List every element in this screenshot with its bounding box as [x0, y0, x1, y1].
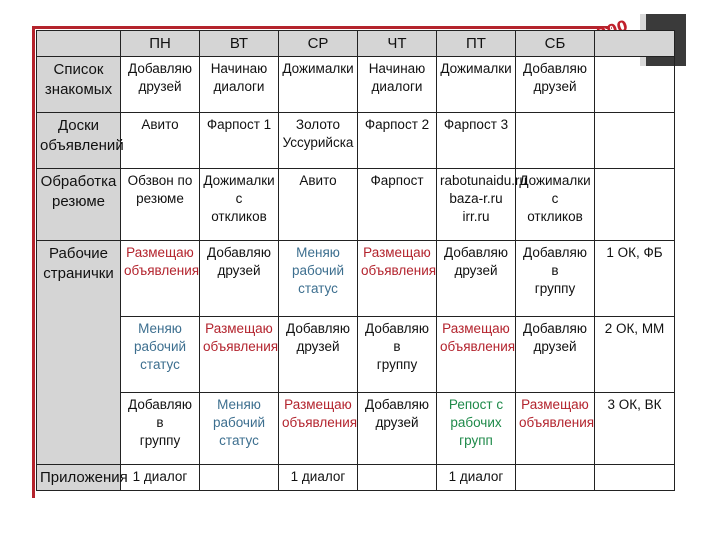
cell-text-line: рабочий [212, 414, 266, 430]
cell-text-line: статус [298, 280, 338, 296]
cell-text-line: объявлений [40, 136, 124, 154]
cell-text-line: Дожималки [282, 61, 354, 76]
header-corner [37, 31, 121, 57]
cell-text-line: Репост с [448, 397, 504, 412]
cell-text-line: Начинаю [368, 61, 426, 76]
weekly-schedule-table [36, 30, 675, 491]
header-sat: СБ [516, 31, 595, 57]
cell-text-line: Добавляю [523, 61, 587, 76]
cell-text-line: объявления [203, 338, 279, 354]
row-pages-2 [37, 317, 675, 393]
cell-text-line: Фарпост [370, 173, 424, 188]
cell-text-line: 1 диалог [290, 469, 346, 484]
cell-pages3-tue [200, 393, 279, 465]
cell-text-line: Фарпост 3 [443, 117, 509, 132]
cell-contacts-thu [358, 57, 437, 113]
cell-text-line: 2 ОК, ММ [604, 321, 665, 336]
cell-boards-wed [279, 113, 358, 169]
cell-text-line: друзей [217, 262, 261, 278]
cell-pages3-fri [437, 393, 516, 465]
cell-text-line: Меняю [217, 397, 261, 412]
row-contacts [37, 57, 675, 113]
cell-boards-extra [595, 113, 675, 169]
cell-text-line: групп [459, 432, 493, 448]
cell-text-line: друзей [138, 78, 182, 94]
cell-contacts-mon [121, 57, 200, 113]
header-fri: ПТ [437, 31, 516, 57]
cell-pages2-tue [200, 317, 279, 393]
cell-text-line: Размещаю [205, 321, 273, 336]
cell-text-line: друзей [533, 338, 577, 354]
cell-text-line: друзей [296, 338, 340, 354]
cell-pages2-mon [121, 317, 200, 393]
cell-pages3-extra [595, 393, 675, 465]
row-label-resumes [37, 169, 121, 241]
cell-text-line: диалоги [213, 78, 265, 94]
cell-text-line: Обработка [40, 173, 117, 190]
cell-apps-fri [437, 465, 516, 491]
cell-apps-mon [121, 465, 200, 491]
cell-text-line: группу [534, 280, 576, 296]
cell-text-line: диалоги [371, 78, 423, 94]
cell-pages1-mon [121, 241, 200, 317]
cell-text-line: Дожималки [440, 61, 512, 76]
cell-pages1-fri [437, 241, 516, 317]
cell-text-line: группу [376, 356, 418, 372]
cell-pages2-sat [516, 317, 595, 393]
left-accent-line [32, 26, 35, 498]
cell-text-line: резюме [136, 190, 184, 206]
cell-text-line: irr.ru [462, 208, 490, 224]
row-pages-1 [37, 241, 675, 317]
row-resumes [37, 169, 675, 241]
cell-text-line: Добавляю [207, 245, 271, 260]
cell-resumes-mon [121, 169, 200, 241]
cell-text-line: 1 диалог [132, 469, 188, 484]
row-label-boards [37, 113, 124, 169]
cell-pages2-extra [595, 317, 675, 393]
cell-text-line: Авито [141, 117, 179, 132]
header-row [37, 31, 675, 57]
cell-text-line: знакомых [44, 80, 113, 98]
cell-text-line: 1 диалог [448, 469, 504, 484]
header-extra [595, 31, 675, 57]
cell-text-line: друзей [454, 262, 498, 278]
cell-text-line: Размещаю [284, 397, 352, 412]
cell-resumes-thu [358, 169, 437, 241]
cell-pages2-wed [279, 317, 358, 393]
cell-text-line: объявления [124, 262, 200, 278]
cell-text-line: Добавляю [365, 397, 429, 412]
cell-text-line: Размещаю [442, 321, 510, 336]
cell-pages1-extra [595, 241, 675, 317]
row-label-pages [37, 241, 121, 465]
cell-text-line: Дожималки с [519, 173, 591, 206]
cell-text-line: объявления [282, 414, 358, 430]
top-accent-line [32, 26, 612, 29]
cell-resumes-extra [595, 169, 675, 241]
cell-text-line: Добавляю в [128, 397, 192, 430]
header-thu: ЧТ [358, 31, 437, 57]
cell-contacts-sat [516, 57, 595, 113]
cell-pages3-mon [121, 393, 200, 465]
cell-text-line: Фарпост 2 [364, 117, 430, 132]
cell-pages1-thu [358, 241, 437, 317]
cell-text-line: объявления [361, 262, 437, 278]
cell-text-line: рабочих [450, 414, 502, 430]
cell-text-line: Размещаю [521, 397, 589, 412]
cell-text-line: Обзвон по [127, 173, 193, 188]
cell-pages1-sat [516, 241, 595, 317]
cell-text-line: друзей [375, 414, 419, 430]
cell-text-line: 1 ОК, ФБ [606, 245, 663, 260]
cell-text-line: объявления [440, 338, 516, 354]
cell-pages2-thu [358, 317, 437, 393]
cell-text-line: рабочий [133, 338, 187, 354]
row-label-apps [37, 465, 128, 491]
cell-text-line: Фарпост 1 [206, 117, 272, 132]
cell-text-line: 3 ОК, ВК [607, 397, 662, 412]
cell-text-line: Размещаю [126, 245, 194, 260]
cell-pages2-fri [437, 317, 516, 393]
cell-text-line: статус [219, 432, 259, 448]
cell-text-line: Добавляю [286, 321, 350, 336]
cell-text-line: Доски [57, 117, 100, 134]
cell-text-line: baza-r.ru [449, 190, 503, 206]
cell-text-line: Меняю [138, 321, 182, 336]
cell-text-line: Список [53, 61, 104, 78]
cell-text-line: Уссурийска [282, 134, 354, 150]
cell-boards-tue [200, 113, 279, 169]
cell-text-line: Добавляю [128, 61, 192, 76]
cell-text-line: друзей [533, 78, 577, 94]
cell-text-line: Рабочие [49, 245, 108, 262]
cell-text-line: rabotunaidu.ru [440, 173, 528, 188]
cell-text-line: Добавляю [523, 321, 587, 336]
cell-boards-fri [437, 113, 516, 169]
cell-text-line: объявления [519, 414, 595, 430]
cell-pages1-tue [200, 241, 279, 317]
cell-text-line: Добавляю [444, 245, 508, 260]
cell-text-line: группу [139, 432, 181, 448]
cell-text-line: Приложения [40, 469, 128, 486]
row-pages-3 [37, 393, 675, 465]
cell-apps-extra [595, 465, 675, 491]
cell-resumes-wed [279, 169, 358, 241]
cell-apps-sat [516, 465, 595, 491]
cell-pages3-sat [516, 393, 595, 465]
cell-pages3-wed [279, 393, 358, 465]
cell-text-line: Добавляю в [523, 245, 587, 278]
cell-text-line: Золото [295, 117, 341, 132]
cell-text-line: откликов [211, 208, 267, 224]
cell-boards-thu [358, 113, 437, 169]
cell-contacts-extra [595, 57, 675, 113]
cell-resumes-sat [516, 169, 595, 241]
cell-text-line: статус [140, 356, 180, 372]
cell-text-line: Меняю [296, 245, 340, 260]
cell-resumes-tue [200, 169, 279, 241]
cell-contacts-tue [200, 57, 279, 113]
cell-apps-wed [279, 465, 358, 491]
cell-text-line: Начинаю [210, 61, 268, 76]
cell-boards-mon [121, 113, 200, 169]
cell-pages3-thu [358, 393, 437, 465]
cell-pages1-wed [279, 241, 358, 317]
header-tue: ВТ [200, 31, 279, 57]
cell-text-line: странички [43, 264, 114, 282]
cell-contacts-fri [437, 57, 516, 113]
cell-apps-thu [358, 465, 437, 491]
row-apps [37, 465, 675, 491]
cell-text-line: Дожималки с [203, 173, 275, 206]
cell-text-line: Размещаю [363, 245, 431, 260]
cell-resumes-fri [437, 169, 528, 241]
cell-text-line: резюме [52, 192, 105, 210]
cell-boards-sat [516, 113, 595, 169]
header-mon: ПН [121, 31, 200, 57]
cell-apps-tue [200, 465, 279, 491]
row-label-contacts [37, 57, 121, 113]
cell-text-line: откликов [527, 208, 583, 224]
row-boards [37, 113, 675, 169]
cell-text-line: рабочий [291, 262, 345, 278]
header-wed: СР [279, 31, 358, 57]
cell-contacts-wed [279, 57, 358, 113]
cell-text-line: Добавляю в [365, 321, 429, 354]
cell-text-line: Авито [299, 173, 337, 188]
